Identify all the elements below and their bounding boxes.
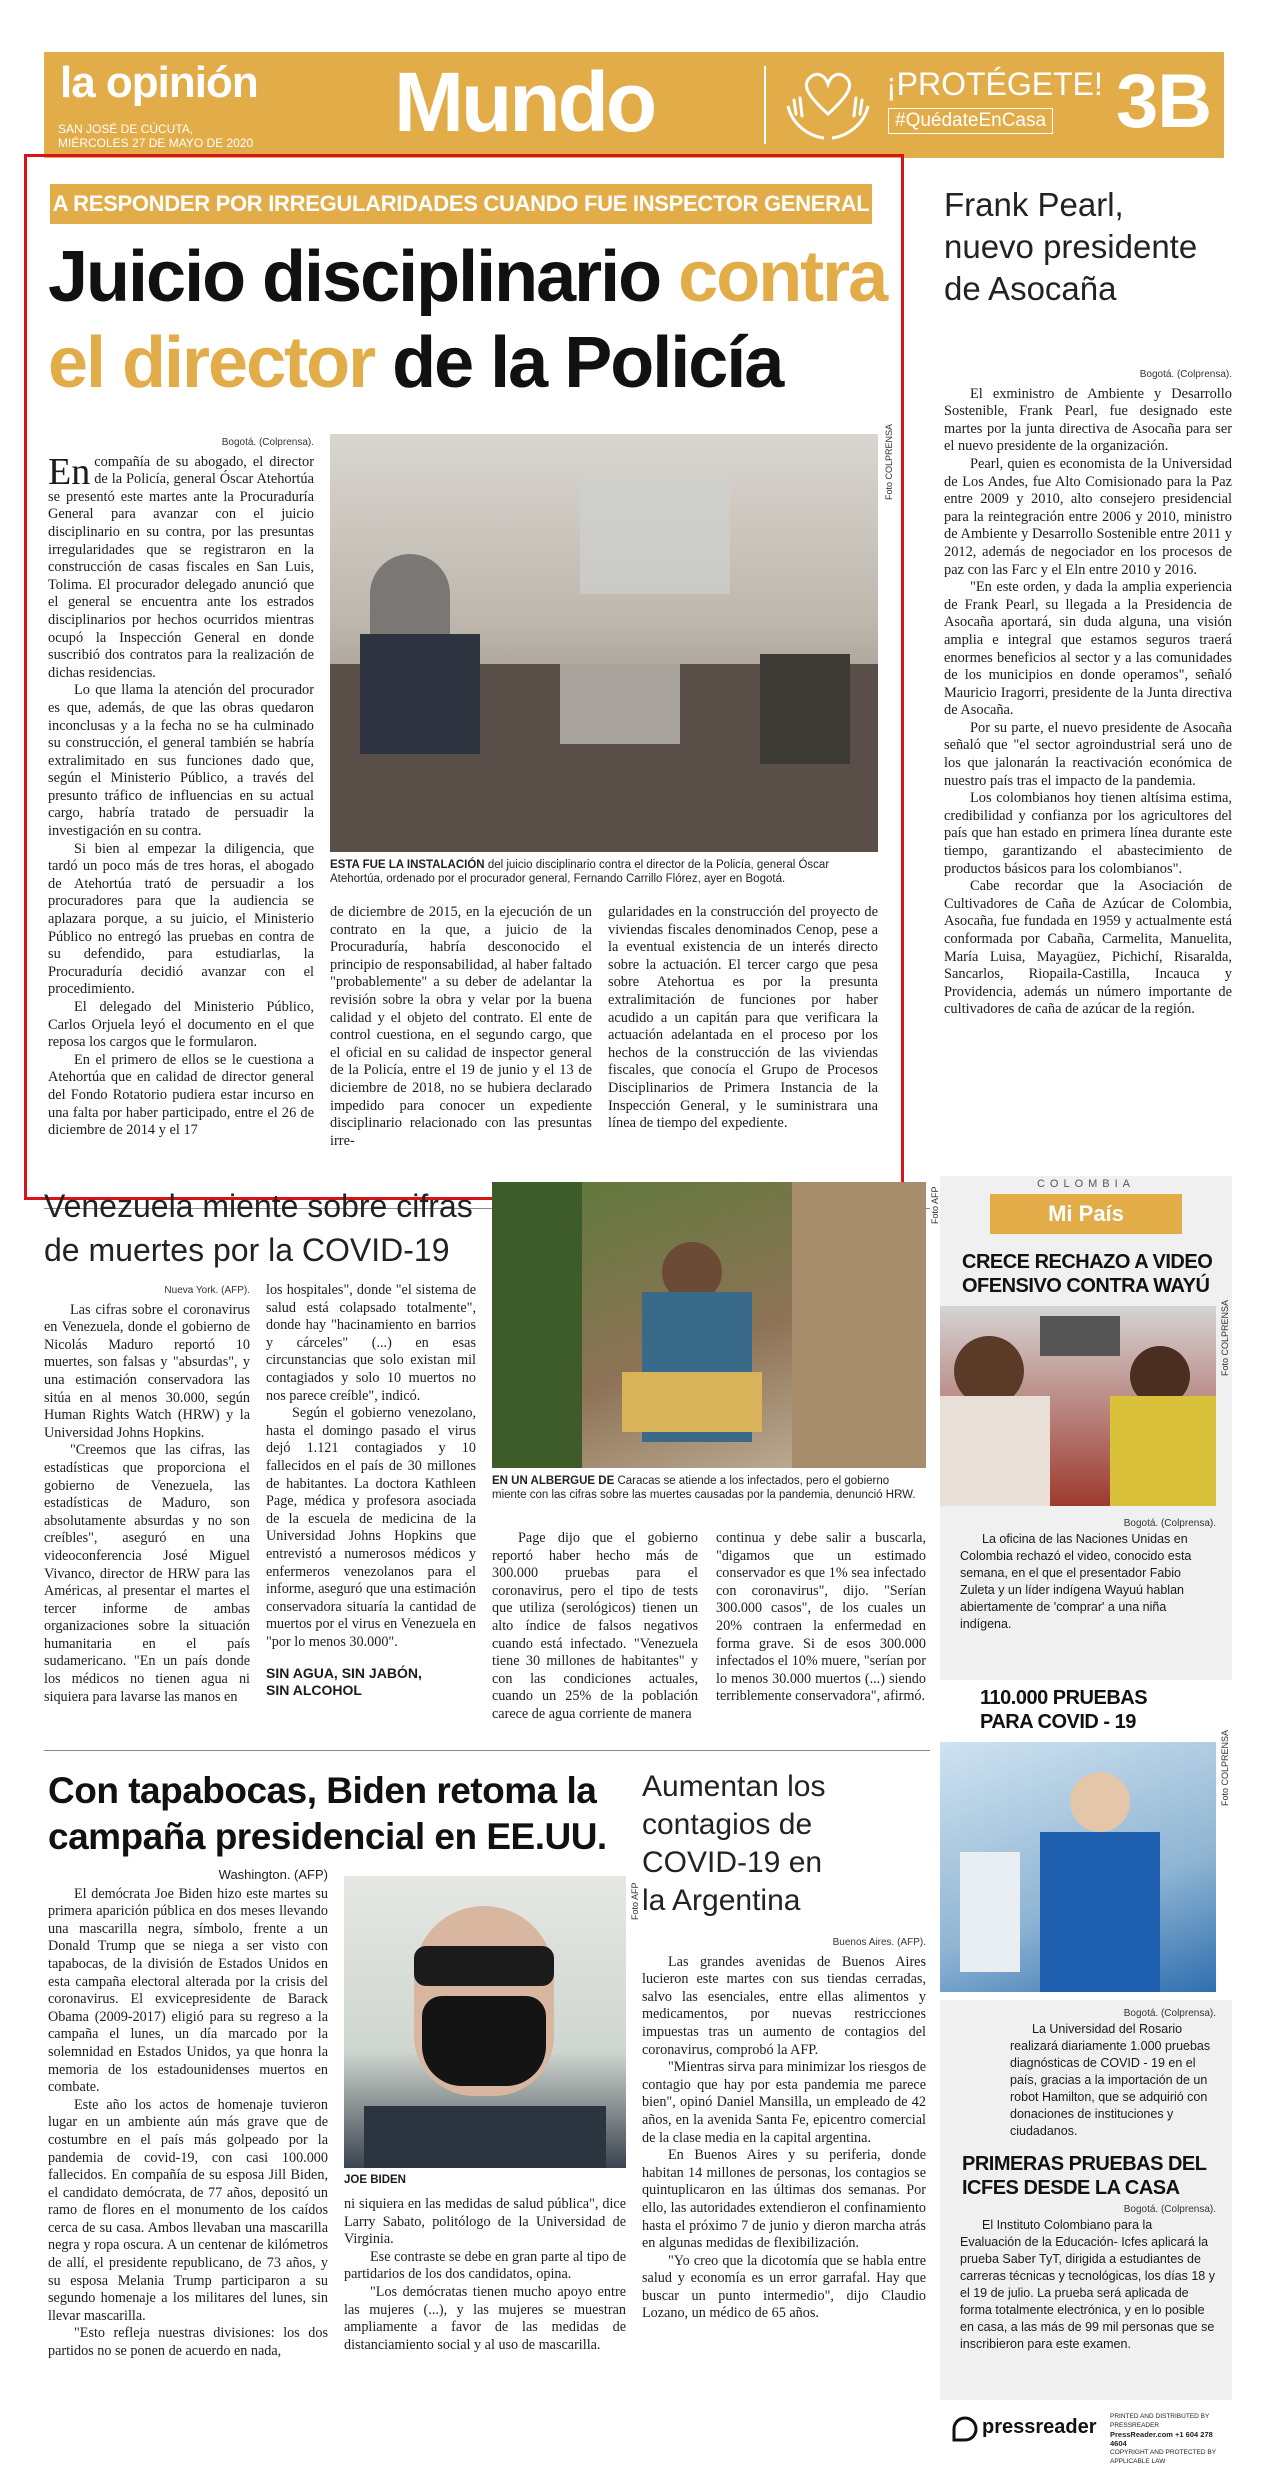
biden-col-1: Washington. (AFP) El demócrata Joe Biden hizo este martes su primera aparición pública en dos meses llevando una mascarilla negra, símbolo, frente a un Donald Trump que se niega a ser visto con tapabocas, de la división de Estados Unidos en esta campaña electoral alterada por la crisis del coronavirus. El exvicepresidente de Barack Obama (2009-2017) eligió para su regreso a la campaña el lunes, un día marcado por la solemnidad en Estados Unidos, ya que honra la memoria de los estadounidenses muertos en combate. Este año los actos de homenaje tuvieron lugar en un ambiente aún más grave que de costumbre en el país más golpeado por la pandemia de covid-19, con casi 100.000 fallecidos. En compañía de su esposa Jill Biden, el candidato demócrata, de 77 años, depositó un ramo de flores en el monumento de los caídos cerca de su casa. Ambos llevaban una mascarilla negra y ropa oscura. A un centenar de kilómetros de allí, el presidente republicano, de 73 años, y su esposa Melania Trump participaron a su segundo homenaje a los militares del lunes, sin llevar mascarilla. "Esto refleja nuestras divisiones: los dos partidos no se ponen de acuerdo en nada, xyxy=(48,1867,328,2360)
drop-cap: En xyxy=(48,450,91,493)
venezuela-col-1: Nueva York. (AFP). Las cifras sobre el coronavirus en Venezuela, donde el gobierno de Nicolás Maduro reportó 10 muertes, son falsas y "absurdas", y una estimación conservadora las sitúa en al menos 30.000, según Human Rights Watch (HRW) y la Universidad Johns Hopkins. "Creemos que las cifras, las estadísticas que proporciona el gobierno de Venezuela, las estadísticas de Maduro, son absolutamente absurdas y no son creíbles", aseguró en una videoconferencia José Miguel Vivanco, director de HRW para las Américas, al presentar el martes el tercer informe de ambas organizaciones sobre la situación humanitaria en el país sudamericano. "En un país donde los médicos no tienen agua ni siquiera para lavarse las manos en xyxy=(44,1285,250,1705)
page-number: 3B xyxy=(1116,59,1212,144)
mipais-label: Mi País xyxy=(990,1194,1182,1234)
argentina-body: Buenos Aires. (AFP). Las grandes avenidas de Buenos Aires lucieron este martes con sus tiendas cerradas, salvo las esenciales, entre ellas alimentos y medicamentos, por nuevas restricciones impuestas tras un aumento de contagios del coronavirus, comprobó la AFP. "Mientras sirva para minimizar los riesgos de contagio que hay por esta pandemia me parece bien", opinó Daniel Mansilla, un empleado de 42 años, en la avenida Santa Fe, epicentro comercial de la clase media en la capital argentina. En Buenos Aires y su periferia, donde habitan 14 millones de personas, los contagios se quintuplicaron en las últimas dos semanas. Por ello, las autoridades extendieron el confinamiento hasta el próximo 7 de junio y dieron marcha atrás en algunas medidas de flexibilización. "Yo creo que la dicotomía que se habla entre salud y economía es un error garrafal. Hay que buscar un punto intermedio", dijo Claudio Lozano, un médico de 65 años. xyxy=(642,1937,926,2322)
mipais-item1-photo xyxy=(940,1306,1216,1506)
venezuela-col-4: continua y debe salir a buscarla, "digamos que un estimado conservador es que 1% sea infectado con coronavirus", dijo. "Serían 300.000 casos", de los cuales un 20% contraen la enfermedad en forma grave. Si de esos 300.000 infectados el 10% muere, "serían por lo menos 30.000 muertos (...) siendo terriblemente conservadora", afirmó. xyxy=(716,1530,926,1705)
mipais-item3-body: Bogotá. (Colprensa). El Instituto Colombiano para la Evaluación de la Educación- Icfes aplicará la prueba Saber TyT, dirigida a estudiantes de carreras técnicas y tecnológicas, los días 18 y el 19 de julio. La prueba será aplicada de forma totalmente electrónica, y en lo posible en casa, a las más de 99 mil personas que se inscribieron para este examen. xyxy=(960,2204,1216,2351)
venezuela-subhead: SIN AGUA, SIN JABÓN, SIN ALCOHOL xyxy=(266,1665,422,1699)
section-title: Mundo xyxy=(394,55,655,149)
city-date: SAN JOSÉ DE CÚCUTA, MIÉRCOLES 27 DE MAYO DE 2020 xyxy=(58,122,254,150)
venezuela-photo xyxy=(492,1182,926,1468)
lead-caption: ESTA FUE LA INSTALACIÓN del juicio disciplinario contra el director de la Policía, general Óscar Atehortúa, ordenado por el procurador general, Fernando Carrillo Flórez, ayer en Bogotá. xyxy=(330,859,830,885)
lead-headline: Juicio disciplinario contra el director de la Policía xyxy=(48,237,887,403)
biden-photo xyxy=(344,1876,626,2168)
mipais-item1-title: CRECE RECHAZO A VIDEO OFENSIVO CONTRA WAYÚ xyxy=(962,1251,1213,1297)
biden-photo-credit: Foto AFP xyxy=(630,1882,640,1920)
logo: la opinión xyxy=(60,58,258,107)
mipais-item1-body: Bogotá. (Colprensa). La oficina de las Naciones Unidas en Colombia rechazó el video, conocido esta semana, en el que el presentador Fabio Zuleta y un líder indígena Wayuú hablan abiertamente de 'comprar' a una niña indígena. xyxy=(960,1518,1216,1631)
lead-photo-credit: Foto COLPRENSA xyxy=(884,423,894,500)
venezuela-photo-credit: Foto AFP xyxy=(930,1186,940,1224)
lead-col-1: Bogotá. (Colprensa). En compañía de su abogado, el director de la Policía, general Óscar Atehortúa se presentó este martes ante la Procuraduría General para avanzar con el juicio disciplinario en su contra, por las presuntas irregularidades que se registraron en la construcción de casas fiscales en San Luis, Tolima. El procurador delegado anunció que el general se encuentra ante los estrados disciplinarios por hechos ocurridos mientras ocupó la Inspección General en donde suscribió dos contratos para la realización de dichas residencias. Lo que llama la atención del procurador es que, además, de que las obras quedaron inconclusas y a la fecha no se ha culminado su construcción, el general también se habría extralimitado en sus funciones dado que, según el Ministerio Público, a través del presunto tráfico de influencias en su actual cargo, habría tratado de persuadir la investigación en su contra. Si bien al empezar la diligencia, que tardó un poco más de tres horas, el abogado de Atehortúa trató de persuadir a los procuradores para que la audiencia se aplazara porque, a su juicio, el Ministerio Público no entregó las pruebas en contra de su defendido, para estudiarlas, la Procuraduría decidió avanzar con el procedimiento. El delegado del Ministerio Público, Carlos Orjuela leyó el documento en el que reposa los cargos que le formularon. En el primero de ellos se le cuestiona a Atehortúa que en calidad de director general del Fondo Rotatorio pudiera estar incurso en una falta por haber participado, entre el 26 de diciembre de 2014 y el 17 xyxy=(48,437,314,1139)
mipais-item1-photo-credit: Foto COLPRENSA xyxy=(1220,1299,1230,1376)
mipais-item2-title: 110.000 PRUEBAS PARA COVID - 19 xyxy=(980,1687,1148,1733)
biden-caption: JOE BIDEN xyxy=(344,2174,406,2186)
mipais-item3-title: PRIMERAS PRUEBAS DEL ICFES DESDE LA CASA xyxy=(962,2153,1207,2199)
mipais-item2-photo xyxy=(940,1742,1216,1992)
lead-col-3: gularidades en la construcción del proyecto de viviendas fiscales denominados Cenop, pese a la eventual existencia de un interés directo sobre la actuación. El tercer cargo que pesa sobre Atehortua es por la presunta extralimitación de funciones por haber acudido a un capitán para que verificara la actuación adelantada en el proceso por los hechos de la construcción de las viviendas fiscales, que conocía el Grupo de Procesos Disciplinarios de Primera Instancia de la Inspección General, y le suministrara una línea de tiempo del expediente. xyxy=(608,904,878,1132)
venezuela-col-3: Page dijo que el gobierno reportó haber hecho más de 300.000 pruebas para el coronavirus, pero el tipo de tests que utiliza (serológicos) tienen un alto índice de falsos negativos cuando está infectado. "Venezuela tiene 30 millones de habitantes" y con las condiciones actuales, cuando un 25% de la población carece de agua corriente de manera xyxy=(492,1530,698,1722)
lead-col-2: de diciembre de 2015, en la ejecución de un contrato en la que, a juicio de la Procuraduría, habría desconocido el principio de responsabilidad, al haber faltado "probablemente" a su deber de adelantar la revisión sobre la obra y velar por la buena calidad y el objeto del contrato. El ente de control cuestiona, en el segundo cargo, que el oficial en su calidad de inspector general de la Policía, entre el 19 de junio y el 13 de diciembre de 2018, no se hubiera declarado impedido para conocer un expediente disciplinario relacionado con las presuntas irre- xyxy=(330,904,592,1149)
mipais-item2-body: Bogotá. (Colprensa). La Universidad del Rosario realizará diariamente 1.000 pruebas diagnósticas de COVID - 19 en el país, gracias a la importación de un robot Hamilton, que se adquirió con donaciones de instituciones y ciudadanos. xyxy=(1010,2008,1216,2138)
campaign-title: ¡PROTÉGETE! xyxy=(886,66,1103,102)
pressreader-brand: pressreader xyxy=(982,2416,1097,2438)
venezuela-caption: EN UN ALBERGUE DE Caracas se atiende a los infectados, pero el gobierno miente con las cifras sobre las muertes causadas por la pandemia, denunció HRW. xyxy=(492,1475,916,1501)
divider-2 xyxy=(44,1750,930,1751)
masthead-divider xyxy=(764,66,766,144)
pressreader-legal: PRINTED AND DISTRIBUTED BY PRESSREADER PressReader.com +1 604 278 4604 COPYRIGHT AND PROTECTED BY APPLICABLE LAW xyxy=(1110,2413,1216,2465)
biden-col-2: ni siquiera en las medidas de salud pública", dice Larry Sabato, politólogo de la Universidad de Virginia. Ese contraste se debe en gran parte al tipo de partidarios de los dos candidatos, opina. "Los demócratas tienen mucho apoyo entre las mujeres (...), y las mujeres se muestran ampliamente a favor de las medidas de distanciamiento social y al uso de mascarilla. xyxy=(344,2196,626,2353)
mipais-sidebar xyxy=(940,1176,1232,2400)
campaign-hashtag: #QuédateEnCasa xyxy=(888,108,1053,134)
pearl-body: Bogotá. (Colprensa). El exministro de Ambiente y Desarrollo Sostenible, Frank Pearl, fue designado este martes por la junta directiva de Asocaña para ser el nuevo presidente de la organización. Pearl, quien es economista de la Universidad de Los Andes, fue Alto Comisionado para la Paz entre 2009 y 2010, alto consejero presidencial para la reintegración entre 2006 y 2010, ministro de Ambiente y Desarrollo Sostenible entre 2011 y 2012, además de negociador en los procesos de paz con las Farc y el Eln entre 2010 y 2016. "En este orden, y dada la amplia experiencia de Frank Pearl, su llegada a la Presidencia de Asocaña aportará, sin duda alguna, una visión amplia e integral que estamos seguros traerá enormes beneficios al sector y a las comunidades de los municipios en donde operamos", señaló Mauricio Iragorri, presidente de la Junta directiva de Asocaña. Por su parte, el nuevo presidente de Asocaña señaló que "el sector agroindustrial será uno de los que jalonarán la reactivación económica de nuestro país tras el impacto de la pandemia. Los colombianos hoy tienen altísima estima, credibilidad y confianza por los agricultores del país que han estado en primera línea durante este tiempo, garantizando el abastecimiento de productos básicos para los colombianos". Cabe recordar que la Asociación de Cultivadores de Caña de Azúcar de Colombia, Asocaña, fue fundada en 1959 y actualmente está conformada por Cabaña, Carmelita, Manuelita, María Luisa, Mayagüez, Pichichí, Risaralda, Sancarlos, Riopaila-Castilla, Incauca y Providencia, además un número importante de cultivadores de caña de azúcar de la región. xyxy=(944,369,1232,1018)
venezuela-headline-text: Venezuela miente sobre cifras de muertes por la COVID-19 xyxy=(44,1188,473,1268)
argentina-headline: Aumentan los contagios de COVID-19 en la Argentina xyxy=(642,1770,826,1917)
mipais-label-top: COLOMBIA xyxy=(1036,1178,1136,1190)
pearl-headline: Frank Pearl, nuevo presidente de Asocaña xyxy=(944,186,1198,307)
mipais-item2-photo-credit: Foto COLPRENSA xyxy=(1220,1729,1230,1806)
pressreader-logo-icon xyxy=(950,2414,980,2444)
protect-hands-icon xyxy=(778,66,878,146)
lead-kicker: A RESPONDER POR IRREGULARIDADES CUANDO FUE INSPECTOR GENERAL xyxy=(50,184,872,224)
lead-photo xyxy=(330,434,878,852)
biden-headline: Con tapabocas, Biden retoma la campaña presidencial en EE.UU. xyxy=(48,1770,607,1857)
masthead xyxy=(44,52,1224,158)
pressreader-footer xyxy=(950,2410,1230,2465)
venezuela-col-2: los hospitales", donde "el sistema de salud está colapsado totalmente", donde hay "hacinamiento en barrios y cárceles" (...) en esas circunstancias que solo existan mil contagiados y solo 10 muertos no nos parece creíble", indicó. Según el gobierno venezolano, hasta el domingo pasado el virus dejó 1.121 contagiados y 10 fallecidos en el país de 30 millones de habitantes. La doctora Kathleen Page, médica y profesora asociada de la escuela de medicina de la Universidad Johns Hopkins que entrevistó a numerosos médicos y enfermeros venezolanos para el informe, aseguró que una estimación conservadora situaría la cantidad de muertos por el virus en Venezuela en "por lo menos 30.000". SIN AGUA, SIN JABÓN, SIN ALCOHOL xyxy=(266,1282,476,1699)
